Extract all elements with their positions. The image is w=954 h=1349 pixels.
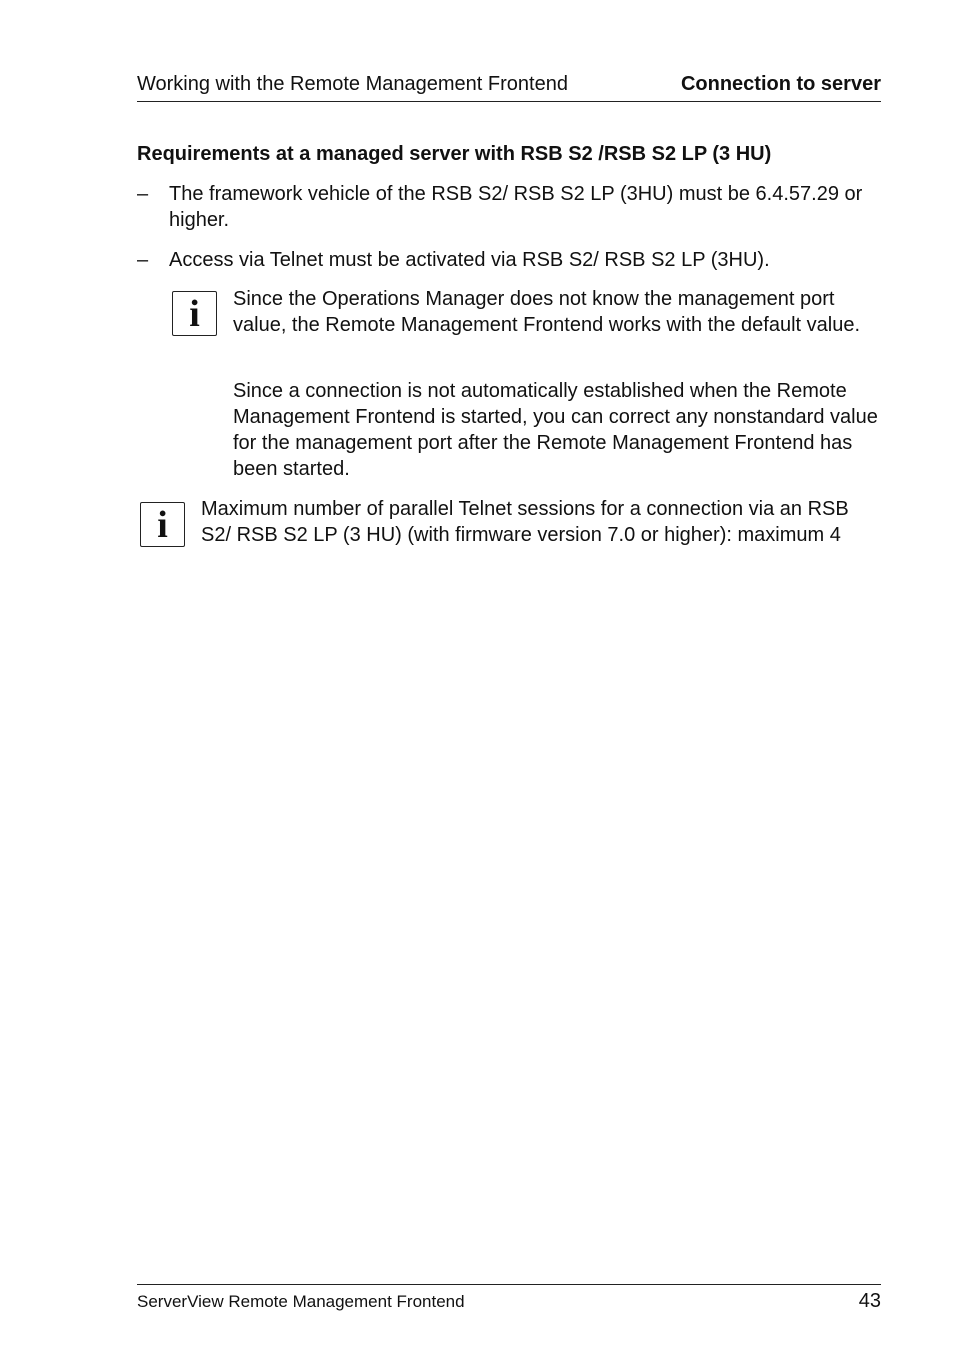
list-item bbox=[137, 181, 881, 233]
bullet-text: Access via Telnet must be activated via RSB S2/ RSB S2 LP (3HU). bbox=[169, 249, 770, 271]
bullet-text: The framework vehicle of the RSB S2/ RSB S2 LP (3HU) must be 6.4.57.29 or higher. bbox=[169, 183, 863, 231]
bullet-dash: – bbox=[137, 249, 149, 271]
note-paragraph: Since a connection is not automatically established when the Remote Management Frontend is started, you can correct any nonstandard value for the management port after the Remote Management Frontend has been started. bbox=[233, 380, 878, 480]
page-header bbox=[137, 71, 881, 102]
page-number: 43 bbox=[858, 1290, 881, 1312]
list-item bbox=[137, 247, 881, 273]
bullet-dash: – bbox=[137, 183, 149, 205]
info-icon: i bbox=[172, 291, 217, 336]
info-icon: i bbox=[140, 502, 185, 547]
header-section-title: Connection to server bbox=[680, 73, 881, 95]
note-paragraph: Since the Operations Manager does not know the management port value, the Remote Management Frontend works with the default value. bbox=[233, 288, 861, 336]
note-paragraph: Maximum number of parallel Telnet sessions for a connection via an RSB S2/ RSB S2 LP (3 HU) (with firmware version 7.0 or higher): maximum 4 bbox=[201, 498, 849, 546]
footer-document-title: ServerView Remote Management Frontend bbox=[137, 1292, 465, 1311]
section-heading: Requirements at a managed server with RSB S2 /RSB S2 LP (3 HU) bbox=[137, 143, 772, 165]
header-chapter-title: Working with the Remote Management Frontend bbox=[137, 73, 568, 95]
page-footer bbox=[137, 1284, 881, 1325]
